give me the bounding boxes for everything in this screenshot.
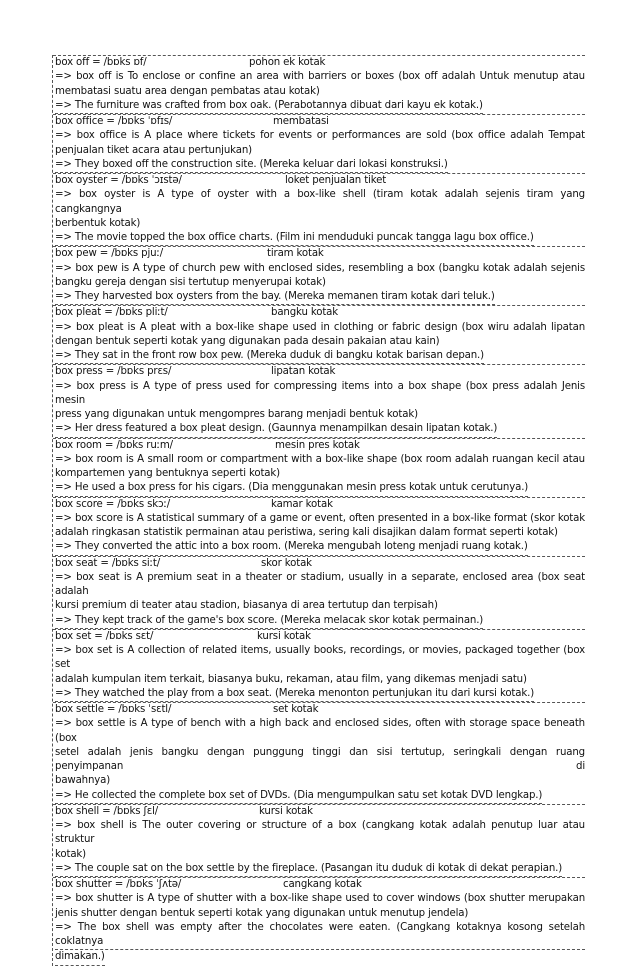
- example-sentence: [53, 921, 585, 951]
- example-text: => The couple sat on the box settle by the fireplace. (Pasangan itu duduk di kotak di dekat perapian.): [55, 862, 562, 877]
- entry-header: [53, 246, 585, 261]
- example-text: => The movie topped the box office charts. (Film ini menduduki puncak tangga lagu box office.): [55, 231, 534, 246]
- meaning-line: jenis shutter dengan bentuk seperti kotak yang digunakan untuk menutup jendela): [55, 907, 469, 919]
- headword: box score = /bɒks skɔː/: [55, 498, 171, 510]
- headword: box off = /bɒks ɒf/: [55, 57, 147, 68]
- meaning-line: bawahnya): [55, 775, 111, 787]
- meaning-line: kompartemen yang bentuknya seperti kotak): [55, 468, 280, 479]
- meaning-line: => box seat is A premium seat in a theater or stadium, usually in a separate, enclosed area (box seat adalah: [55, 571, 585, 597]
- example-text: => They boxed off the construction site. (Mereka keluar dari lokasi konstruksi.): [55, 158, 448, 173]
- example-sentence: [53, 481, 585, 496]
- meaning-line: => box press is A type of press used for compressing items into a box shape (box press adalah Jenis mesin: [55, 380, 585, 406]
- dictionary-entry: [53, 804, 585, 877]
- meaning-line: => box shell is The outer covering or structure of a box (cangkang kotak adalah penutup luar atau struktur: [55, 820, 585, 846]
- example-text: => The box shell was empty after the chocolates were eaten. (Cangkang kotaknya kosong setelah coklatnya: [55, 921, 585, 951]
- example-text: => He collected the complete box set of DVDs. (Dia mengumpulkan satu set kotak DVD lengkap.): [55, 789, 542, 804]
- dictionary-entry: [53, 246, 585, 305]
- example-sentence: [53, 349, 585, 364]
- translation: pohon ek kotak: [249, 57, 326, 68]
- headword: box pew = /bɒks pjuː/: [55, 248, 164, 260]
- example-text: => They sat in the front row box pew. (Mereka duduk di bangku kotak barisan depan.): [55, 349, 484, 364]
- example-text: => The furniture was crafted from box oak. (Perabotannya dibuat dari kayu ek kotak.): [55, 99, 483, 114]
- dictionary-entry: [53, 702, 585, 804]
- example-sentence: [53, 99, 585, 114]
- meaning-line: => box set is A collection of related items, usually books, recordings, or movies, packaged together (box set: [55, 645, 585, 671]
- meaning-line: membatasi suatu area dengan pembatas atau kotak): [55, 85, 320, 97]
- translation: mesin pres kotak: [275, 439, 360, 451]
- example-sentence: [53, 158, 585, 173]
- meaning-line: => box pew is A type of church pew with enclosed sides, resembling a box (bangku kotak adalah sejenis: [55, 262, 585, 274]
- translation: loket penjualan tiket: [285, 175, 387, 186]
- entry-header: [53, 305, 585, 320]
- meaning-line: => box room is A small room or compartment with a box-like shape (box room adalah ruangan kecil atau: [55, 453, 585, 465]
- translation: set kotak: [273, 704, 319, 715]
- headword: box set = /bɒks sɛt/: [55, 630, 154, 642]
- entry-header: [53, 497, 585, 512]
- dictionary-entry: [53, 364, 585, 437]
- headword: box shutter = /bɒks ˈʃʌtə/: [55, 879, 182, 890]
- dictionary-entry: [53, 173, 585, 246]
- headword: box room = /bɒks ruːm/: [55, 439, 173, 451]
- entry-header: [53, 173, 585, 188]
- example-text: dimakan.): [55, 950, 105, 965]
- translation: kursi kotak: [257, 630, 311, 642]
- example-sentence: [53, 422, 585, 437]
- example-sentence: [53, 862, 585, 877]
- headword: box press = /bɒks prɛs/: [55, 366, 172, 378]
- example-sentence: [53, 231, 585, 246]
- entry-header: [53, 702, 585, 717]
- dictionary-entry: [53, 114, 585, 173]
- dictionary-entry: [53, 556, 585, 629]
- translation: membatasi: [273, 116, 329, 127]
- meaning-line: => box settle is A type of bench with a high back and enclosed sides, often with storage space beneath (box: [55, 718, 585, 744]
- entry-header: [53, 438, 585, 453]
- meaning-line: berbentuk kotak): [55, 217, 141, 229]
- example-sentence: [53, 540, 585, 555]
- example-sentence: [53, 614, 585, 629]
- entry-header: [53, 55, 585, 70]
- entry-header: [53, 629, 585, 644]
- meaning-line: => box score is A statistical summary of a game or event, often presented in a box-like format (skor kotak: [55, 512, 585, 524]
- example-text: => Her dress featured a box pleat design. (Gaunnya menampilkan desain lipatan kotak.): [55, 422, 497, 437]
- meaning-line: => box office is A place where tickets for events or performances are sold (box office adalah Tempat: [55, 130, 585, 142]
- meaning-line: kotak): [55, 848, 86, 860]
- meaning-line: adalah ringkasan statistik permainan atau peristiwa, sering kali disajikan dalam format seperti kotak): [55, 527, 558, 538]
- entry-header: [53, 364, 585, 379]
- headword: box oyster = /bɒks ˈɔɪstə/: [55, 175, 182, 186]
- example-sentence: [53, 687, 585, 702]
- headword: box office = /bɒks ˈɒfɪs/: [55, 116, 173, 127]
- headword: box seat = /bɒks siːt/: [55, 557, 160, 569]
- translation: bangku kotak: [271, 307, 339, 319]
- meaning-line: adalah kumpulan item terkait, biasanya buku, rekaman, atau film, yang dikemas menjadi satu): [55, 673, 527, 685]
- entry-header: [53, 804, 585, 819]
- headword: box shell = /bɒks ʃɛl/: [55, 805, 159, 817]
- document-page: [52, 55, 585, 966]
- entry-header: [53, 114, 585, 129]
- meaning-line: dengan bentuk seperti kotak yang digunakan pada desain pakaian atau kain): [55, 335, 440, 347]
- meaning-line: => box pleat is A pleat with a box-like shape used in clothing or fabric design (box wiru adalah lipatan: [55, 321, 585, 333]
- meaning-line: => box shutter is A type of shutter with a box-like shape used to cover windows (box shutter merupakan: [55, 893, 585, 905]
- dictionary-entry: [53, 877, 585, 966]
- example-sentence: [53, 950, 585, 965]
- translation: kamar kotak: [271, 498, 333, 510]
- headword: box pleat = /bɒks pliːt/: [55, 307, 168, 319]
- meaning-line: bangku gereja dengan sisi tertutup menyerupai kotak): [55, 276, 326, 288]
- entry-header: [53, 877, 585, 892]
- dictionary-entry: [53, 629, 585, 702]
- example-text: => He used a box press for his cigars. (Dia menggunakan mesin press kotak untuk cerutunya.): [55, 481, 528, 496]
- example-text: => They watched the play from a box seat. (Mereka menonton pertunjukan itu dari kursi kotak.): [55, 687, 534, 702]
- dictionary-entry: [53, 497, 585, 556]
- meaning-line: kursi premium di teater atau stadion, biasanya di area tertutup dan terpisah): [55, 600, 438, 612]
- dictionary-entry: [53, 55, 585, 114]
- dictionary-entry: [53, 305, 585, 364]
- translation: kursi kotak: [259, 805, 313, 817]
- headword: box settle = /bɒks ˈsɛtl/: [55, 704, 172, 715]
- entry-header: [53, 556, 585, 571]
- example-text: => They converted the attic into a box room. (Mereka mengubah loteng menjadi ruang kotak.): [55, 540, 528, 555]
- example-text: => They harvested box oysters from the bay. (Mereka memanen tiram kotak dari teluk.): [55, 290, 495, 305]
- translation: cangkang kotak: [283, 879, 362, 890]
- example-sentence: [53, 789, 585, 804]
- translation: skor kotak: [261, 557, 312, 569]
- meaning-line: => box oyster is A type of oyster with a box-like shell (tiram kotak adalah sejenis tiram yang cangkangnya: [55, 189, 585, 215]
- translation: lipatan kotak: [271, 366, 336, 378]
- meaning-line: setel adalah jenis bangku dengan punggung tinggi dan sisi tertutup, seringkali dengan ruang penyimpanan di: [55, 746, 585, 772]
- meaning-line: press yang digunakan untuk mengompres barang menjadi bentuk kotak): [55, 409, 418, 420]
- example-text: => They kept track of the game's box score. (Mereka melacak skor kotak permainan.): [55, 614, 483, 629]
- dictionary-entry: [53, 438, 585, 497]
- example-sentence: [53, 290, 585, 305]
- translation: tiram kotak: [267, 248, 324, 260]
- meaning-line: => box off is To enclose or confine an area with barriers or boxes (box off adalah Untuk menutup atau: [55, 71, 585, 83]
- meaning-line: penjualan tiket acara atau pertunjukan): [55, 144, 252, 156]
